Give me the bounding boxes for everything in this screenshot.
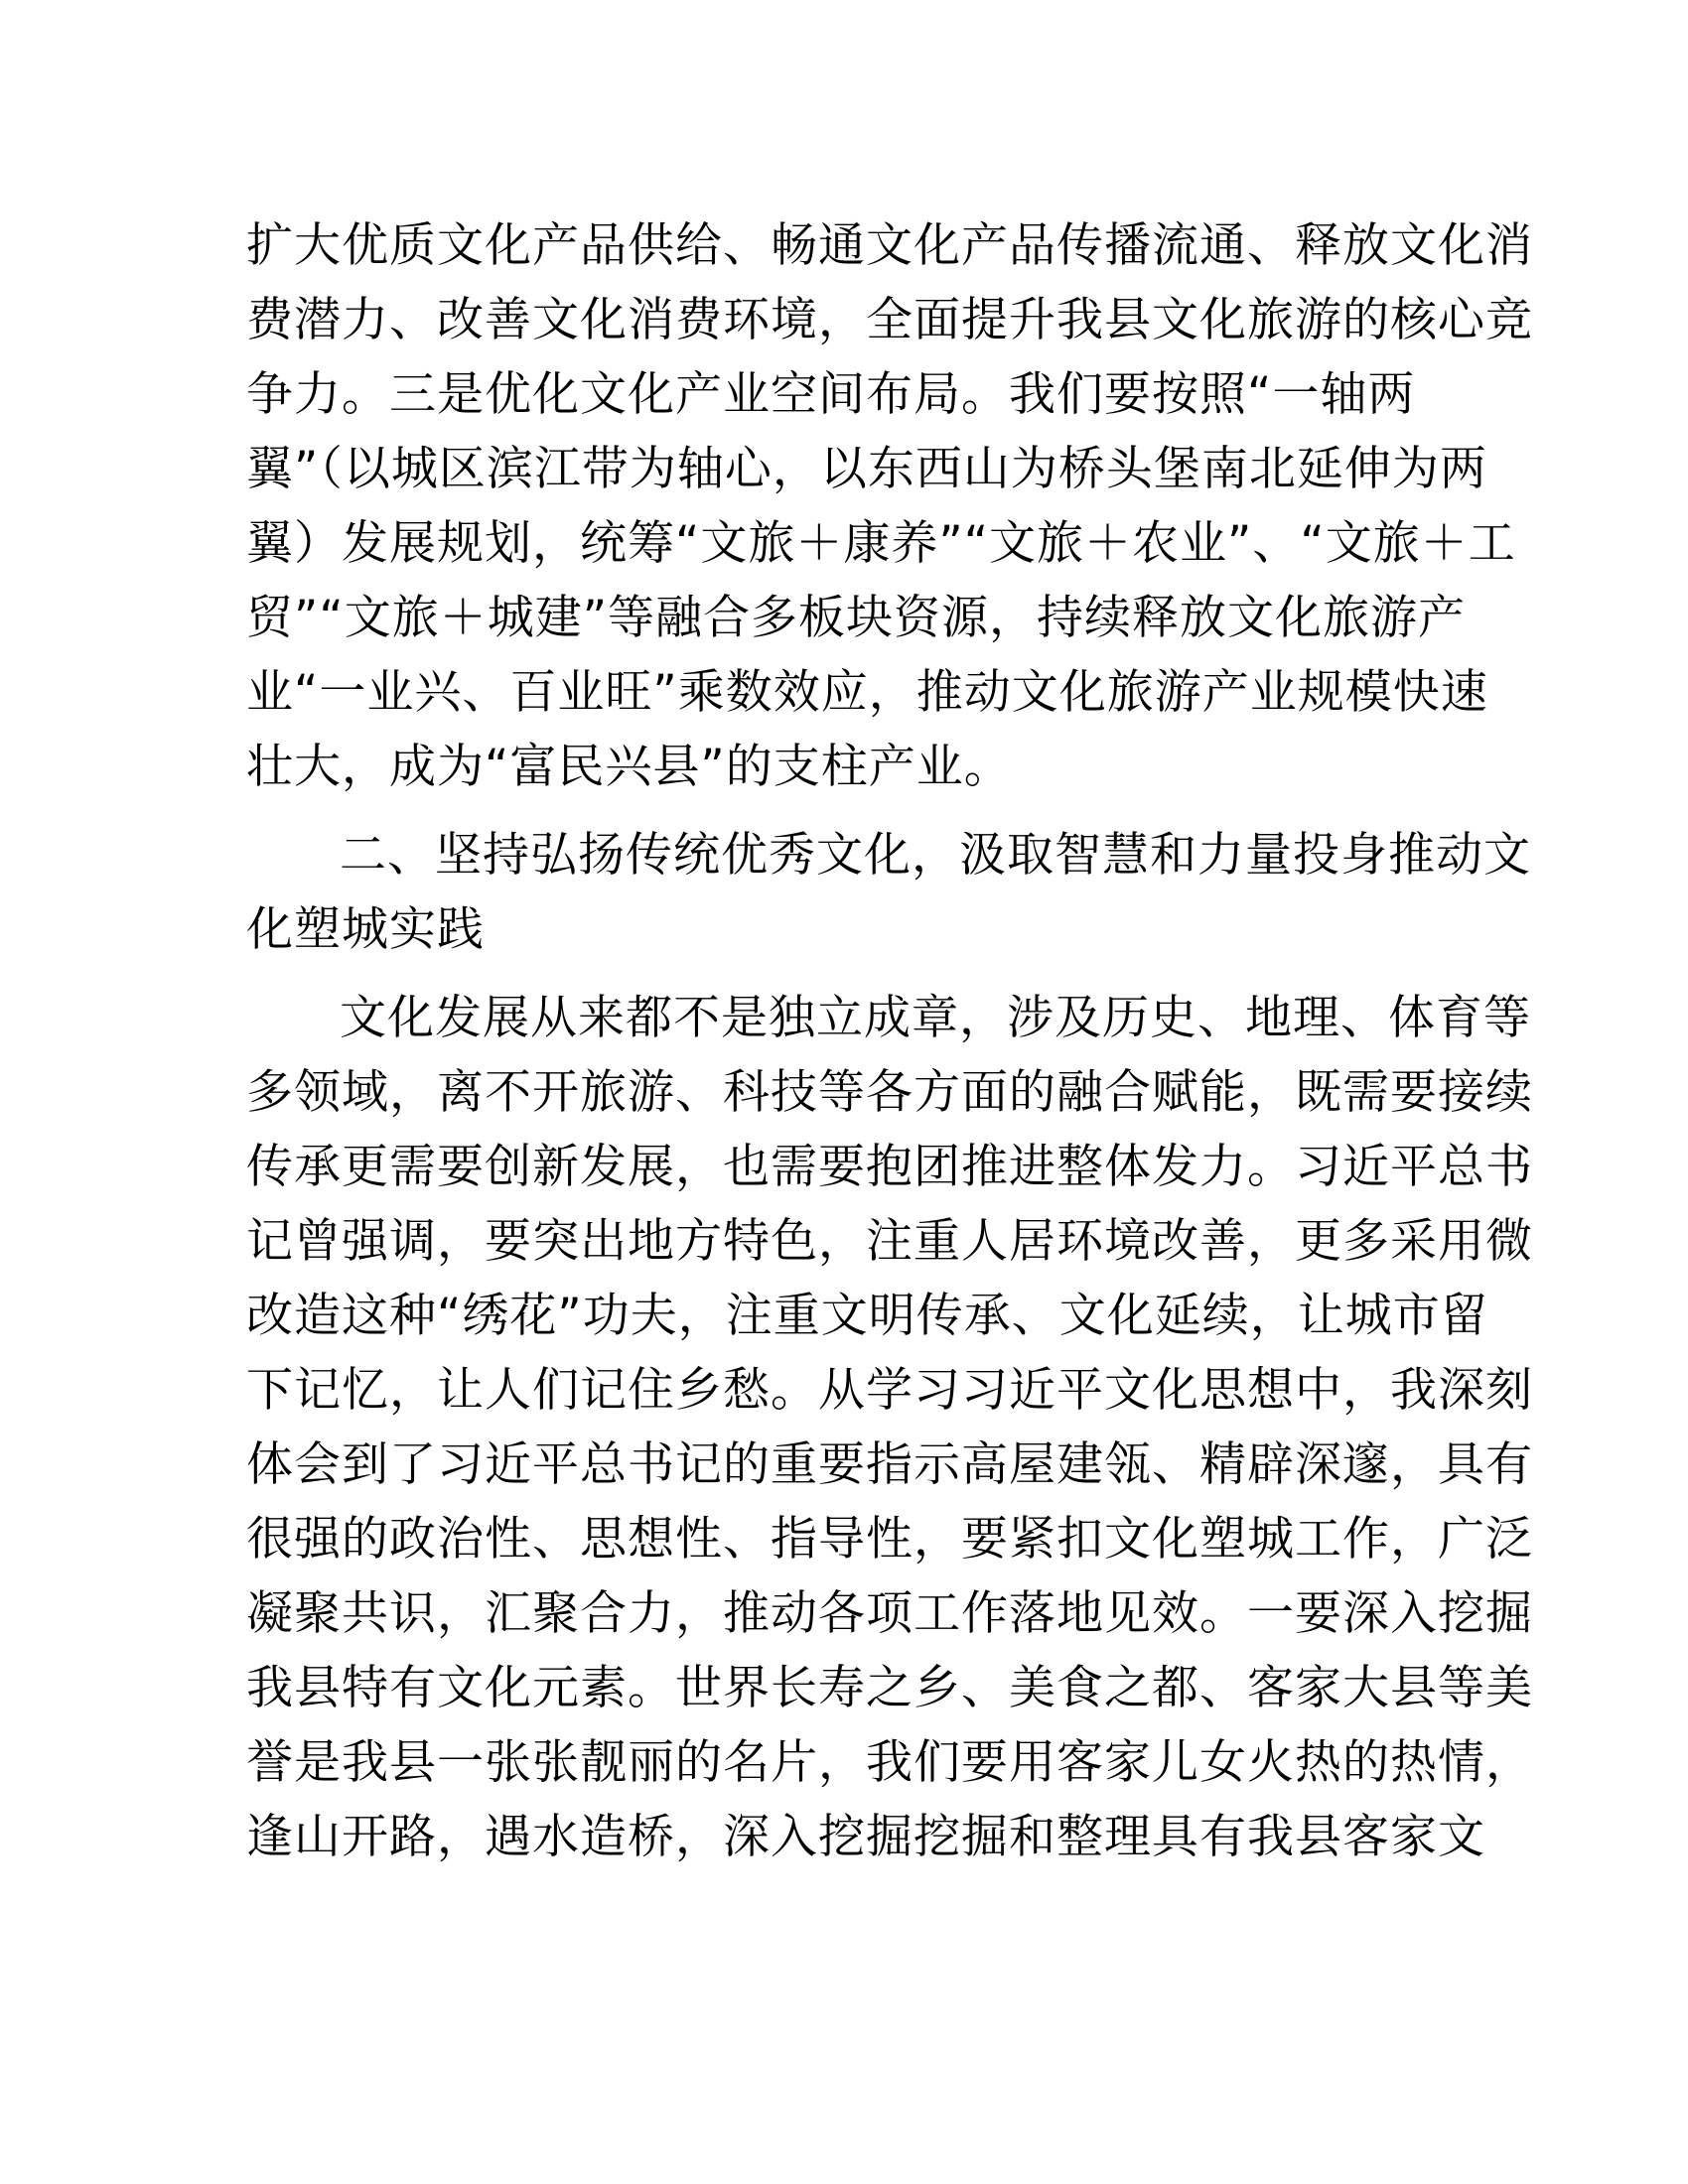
paragraph-spacer — [246, 967, 1438, 981]
document-body — [246, 208, 1533, 1874]
text-line: 扩大优质文化产品供给、畅通文化产品传播流通、释放文化消 — [246, 218, 1533, 273]
text-line: 记曾强调，要突出地方特色，注重人居环境改善，更多采用微 — [246, 1214, 1533, 1269]
text-line: 翼）发展规划，统筹“文旅＋康养”“文旅＋农业”、“文旅＋工 — [246, 516, 1516, 571]
body-paragraph — [246, 981, 1533, 1874]
text-line: 翼”（以城区滨江带为轴心，以东西山为桥头堡南北延伸为两 — [246, 442, 1487, 496]
text-line: 誉是我县一张张靓丽的名片，我们要用客家儿女火热的热情， — [246, 1735, 1533, 1790]
text-line: 业“一业兴、百业旺”乘数效应，推动文化旅游产业规模快速 — [246, 665, 1488, 720]
text-line: 体会到了习近平总书记的重要指示高屋建瓴、精辟深邃，具有 — [246, 1437, 1533, 1492]
text-line: 我县特有文化元素。世界长寿之乡、美食之都、客家大县等美 — [246, 1661, 1533, 1715]
text-line: 改造这种“绣花”功夫，注重文明传承、文化延续，让城市留 — [246, 1289, 1488, 1343]
text-line: 费潜力、改善文化消费环境，全面提升我县文化旅游的核心竞 — [246, 293, 1533, 347]
paragraph-spacer — [246, 804, 1438, 818]
section-heading — [246, 818, 1531, 967]
heading-line: 二、坚持弘扬传统优秀文化，汲取智慧和力量投身推动文 — [340, 828, 1531, 883]
text-line: 下记忆，让人们记住乡愁。从学习习近平文化思想中，我深刻 — [246, 1363, 1533, 1418]
text-line: 贸”“文旅＋城建”等融合多板块资源，持续释放文化旅游产 — [246, 591, 1467, 645]
paragraph-continuation — [246, 208, 1533, 804]
heading-line: 化塑城实践 — [246, 902, 485, 957]
text-line: 凝聚共识，汇聚合力，推动各项工作落地见效。一要深入挖掘 — [246, 1586, 1533, 1641]
text-line: 逢山开路，遇水造桥，深入挖掘挖掘和整理具有我县客家文 — [246, 1810, 1485, 1864]
text-line: 很强的政治性、思想性、指导性，要紧扣文化塑城工作，广泛 — [246, 1512, 1533, 1567]
text-line: 传承更需要创新发展，也需要抱团推进整体发力。习近平总书 — [246, 1140, 1533, 1194]
text-line: 文化发展从来都不是独立成章，涉及历史、地理、体育等 — [340, 991, 1531, 1045]
text-line: 多领域，离不开旅游、科技等各方面的融合赋能，既需要接续 — [246, 1065, 1533, 1120]
text-line: 争力。三是优化文化产业空间布局。我们要按照“一轴两 — [246, 367, 1416, 422]
text-line: 壮大，成为“富民兴县”的支柱产业。 — [246, 740, 1012, 794]
